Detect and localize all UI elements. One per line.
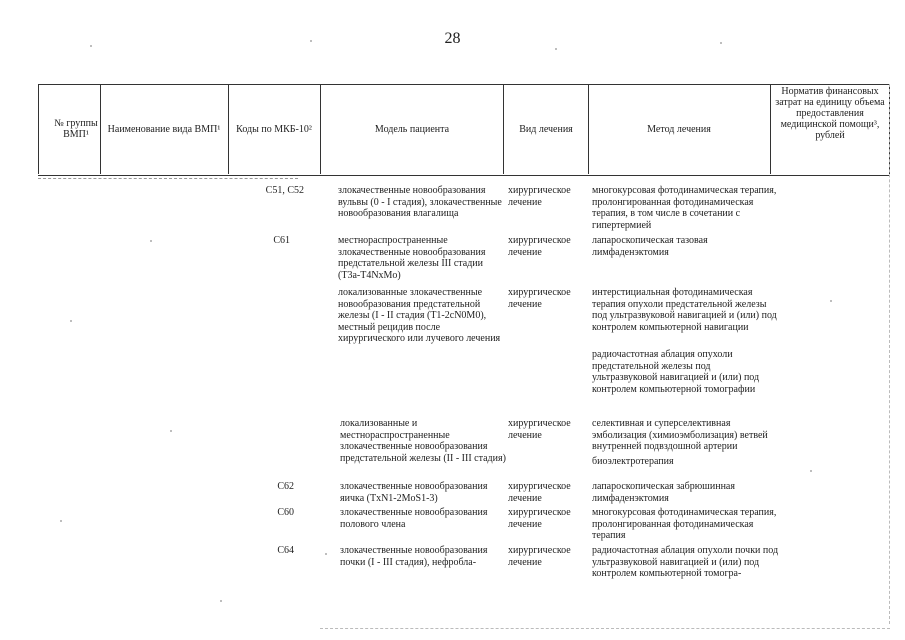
icd-code: C61 [273, 235, 290, 246]
scan-speck [220, 600, 222, 602]
scan-speck [90, 45, 92, 47]
header-icd-codes: Коды по МКБ-10² [236, 123, 312, 135]
divider [770, 84, 771, 174]
header-vmp-name: Наименование вида ВМП¹ [107, 123, 221, 135]
page-number: 28 [444, 30, 461, 47]
icd-code: C62 [277, 481, 294, 492]
scan-speck [810, 470, 812, 472]
treatment-method: интерстициальная фотодинамическая терапия опухоли предстательной железы под ультразвуковой навигацией и (или) под контролем компьютерной навигации [592, 287, 777, 333]
scan-speck [70, 320, 72, 322]
treatment-method: селективная и суперселективная эмболизация (химиоэмболизация) ветвей внутренней подвздошной артерии [592, 418, 768, 452]
icd-code: C51, C52 [265, 185, 304, 196]
scan-speck [830, 300, 832, 302]
treatment-method: лапароскопическая тазовая лимфаденэктомия [592, 235, 708, 258]
icd-code: C60 [277, 507, 294, 518]
header-patient-model: Модель пациента [374, 123, 450, 135]
scan-speck [325, 553, 327, 555]
divider [588, 84, 589, 174]
scan-speck [310, 40, 312, 42]
scan-edge [320, 628, 890, 629]
divider [38, 178, 298, 179]
scan-speck [60, 520, 62, 522]
treatment-method: многокурсовая фотодинамическая терапия, пролонгированная фотодинамическая терапия [592, 507, 777, 541]
scan-edge [889, 84, 890, 624]
scan-speck [150, 240, 152, 242]
scan-speck [170, 430, 172, 432]
divider [100, 84, 101, 174]
treatment-type: хирургическое лечение [508, 481, 571, 504]
treatment-method: лапароскопическая забрюшинная лимфаденэктомия [592, 481, 735, 504]
treatment-method: радиочастотная аблация опухоли предстательной железы под ультразвуковой навигацией и (или) под контролем компьютерной томографии [592, 349, 760, 395]
treatment-method: многокурсовая фотодинамическая терапия, пролонгированная фотодинамическая терапия, в том числе в сочетании с гипертермией [592, 185, 777, 231]
treatment-type: хирургическое лечение [508, 287, 571, 310]
icd-code: C64 [277, 545, 294, 556]
scan-speck [555, 48, 557, 50]
patient-model: злокачественные новообразования вульвы (0 - I стадия), злокачественные новообразования влагалища [338, 185, 502, 219]
patient-model: локализованные и местнораспространенные злокачественные новообразования предстательной железы (II - III стадия) [340, 418, 506, 464]
header-treatment-method: Метод лечения [647, 123, 711, 135]
scan-speck [720, 42, 722, 44]
patient-model: злокачественные новообразования почки (I - III стадия), нефробла- [340, 545, 488, 568]
header-treatment-type: Вид лечения [519, 123, 573, 135]
treatment-method: биоэлектротерапия [592, 456, 674, 467]
treatment-method: радиочастотная аблация опухоли почки под ультразвуковой навигацией и (или) под контролем компьютерной томогра- [592, 545, 779, 579]
patient-model: местнораспространенные злокачественные новообразования предстательной железы III стадии (T3a-T4NxMo) [338, 235, 486, 281]
treatment-type: хирургическое лечение [508, 507, 571, 530]
patient-model: злокачественные новообразования полового члена [340, 507, 488, 530]
divider [38, 84, 39, 174]
header-group-number: № группы ВМП¹ [54, 118, 98, 140]
patient-model: локализованные злокачественные новообразования предстательной железы (I - II стадия (T1-2cN0M0), местный рецидив после хирургического или лучевого лечения [338, 287, 501, 344]
treatment-type: хирургическое лечение [508, 185, 571, 208]
divider [503, 84, 504, 174]
divider [320, 84, 321, 174]
treatment-type: хирургическое лечение [508, 418, 571, 441]
patient-model: злокачественные новообразования яичка (TxN1-2MoS1-3) [340, 481, 488, 504]
divider [228, 84, 229, 174]
treatment-type: хирургическое лечение [508, 545, 571, 568]
header-cost-norm: Норматив финансовых затрат на единицу объема предоставления медицинской помощи³, рублей [775, 86, 885, 141]
treatment-type: хирургическое лечение [508, 235, 571, 258]
